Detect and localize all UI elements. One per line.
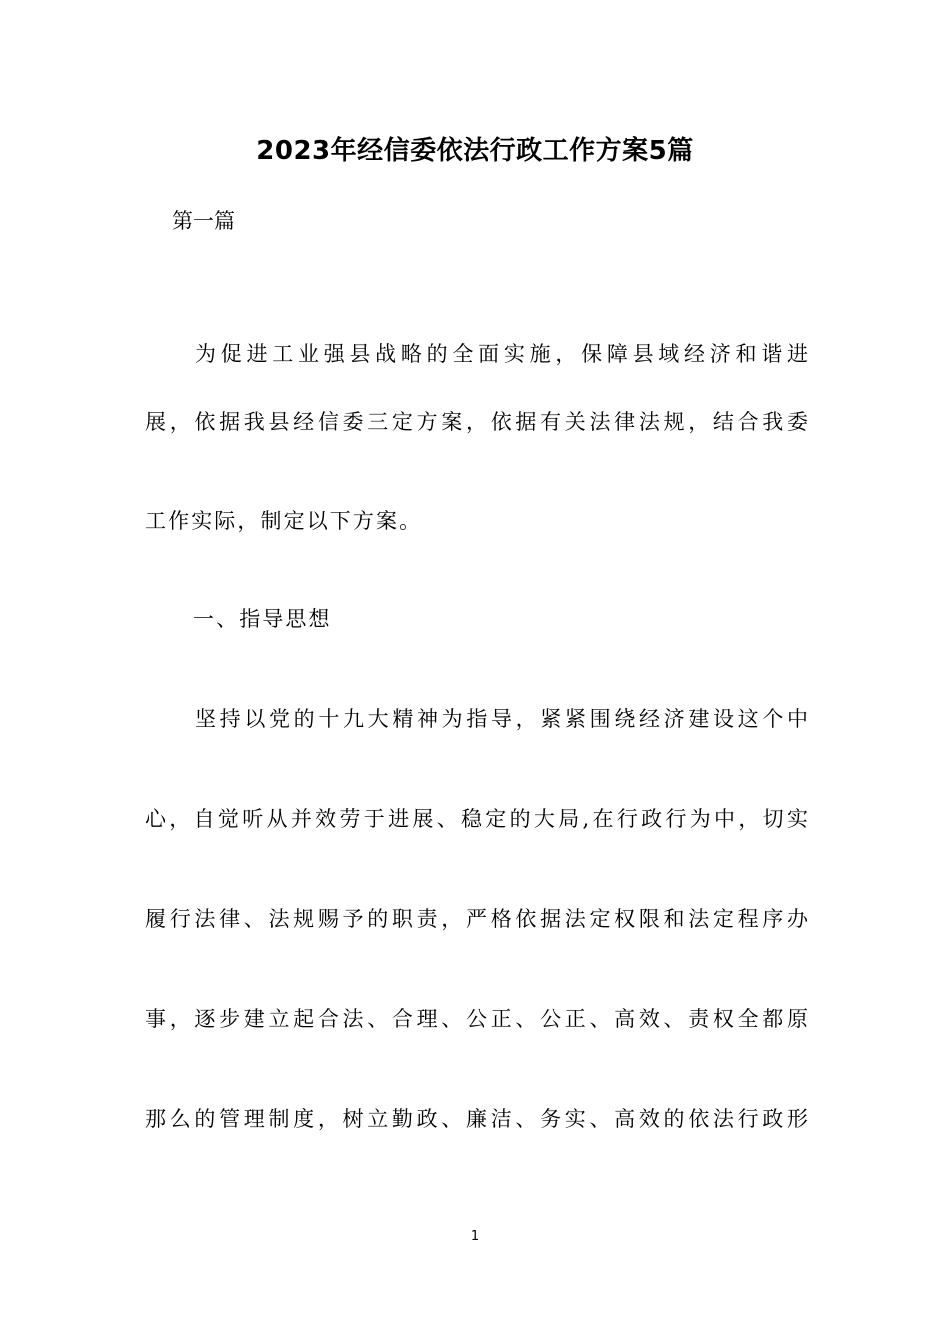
paragraph-line: 履行法律、法规赐予的职责，严格依据法定权限和法定程序办 [145,907,808,931]
document-title: 2023年经信委依法行政工作方案5篇 [256,136,694,166]
paragraph-line: 心，自觉听从并效劳于进展、稳定的大局,在行政行为中，切实 [145,807,808,831]
paragraph-line: 为促进工业强县战略的全面实施，保障县域经济和谐进 [195,342,808,366]
paragraph-line: 展，依据我县经信委三定方案，依据有关法律法规，结合我委 [145,410,808,434]
paragraph-line: 事，逐步建立起合法、合理、公正、公正、高效、责权全都原 [145,1007,808,1031]
paragraph-line: 工作实际，制定以下方案。 [145,509,423,533]
paragraph-line: 那么的管理制度，树立勤政、廉洁、务实、高效的依法行政形 [145,1107,808,1131]
page-number: 1 [470,1229,480,1244]
section-heading: 一、指导思想 [193,607,332,631]
paragraph-line: 坚持以党的十九大精神为指导，紧紧围绕经济建设这个中 [195,707,808,731]
section-label: 第一篇 [172,209,235,233]
